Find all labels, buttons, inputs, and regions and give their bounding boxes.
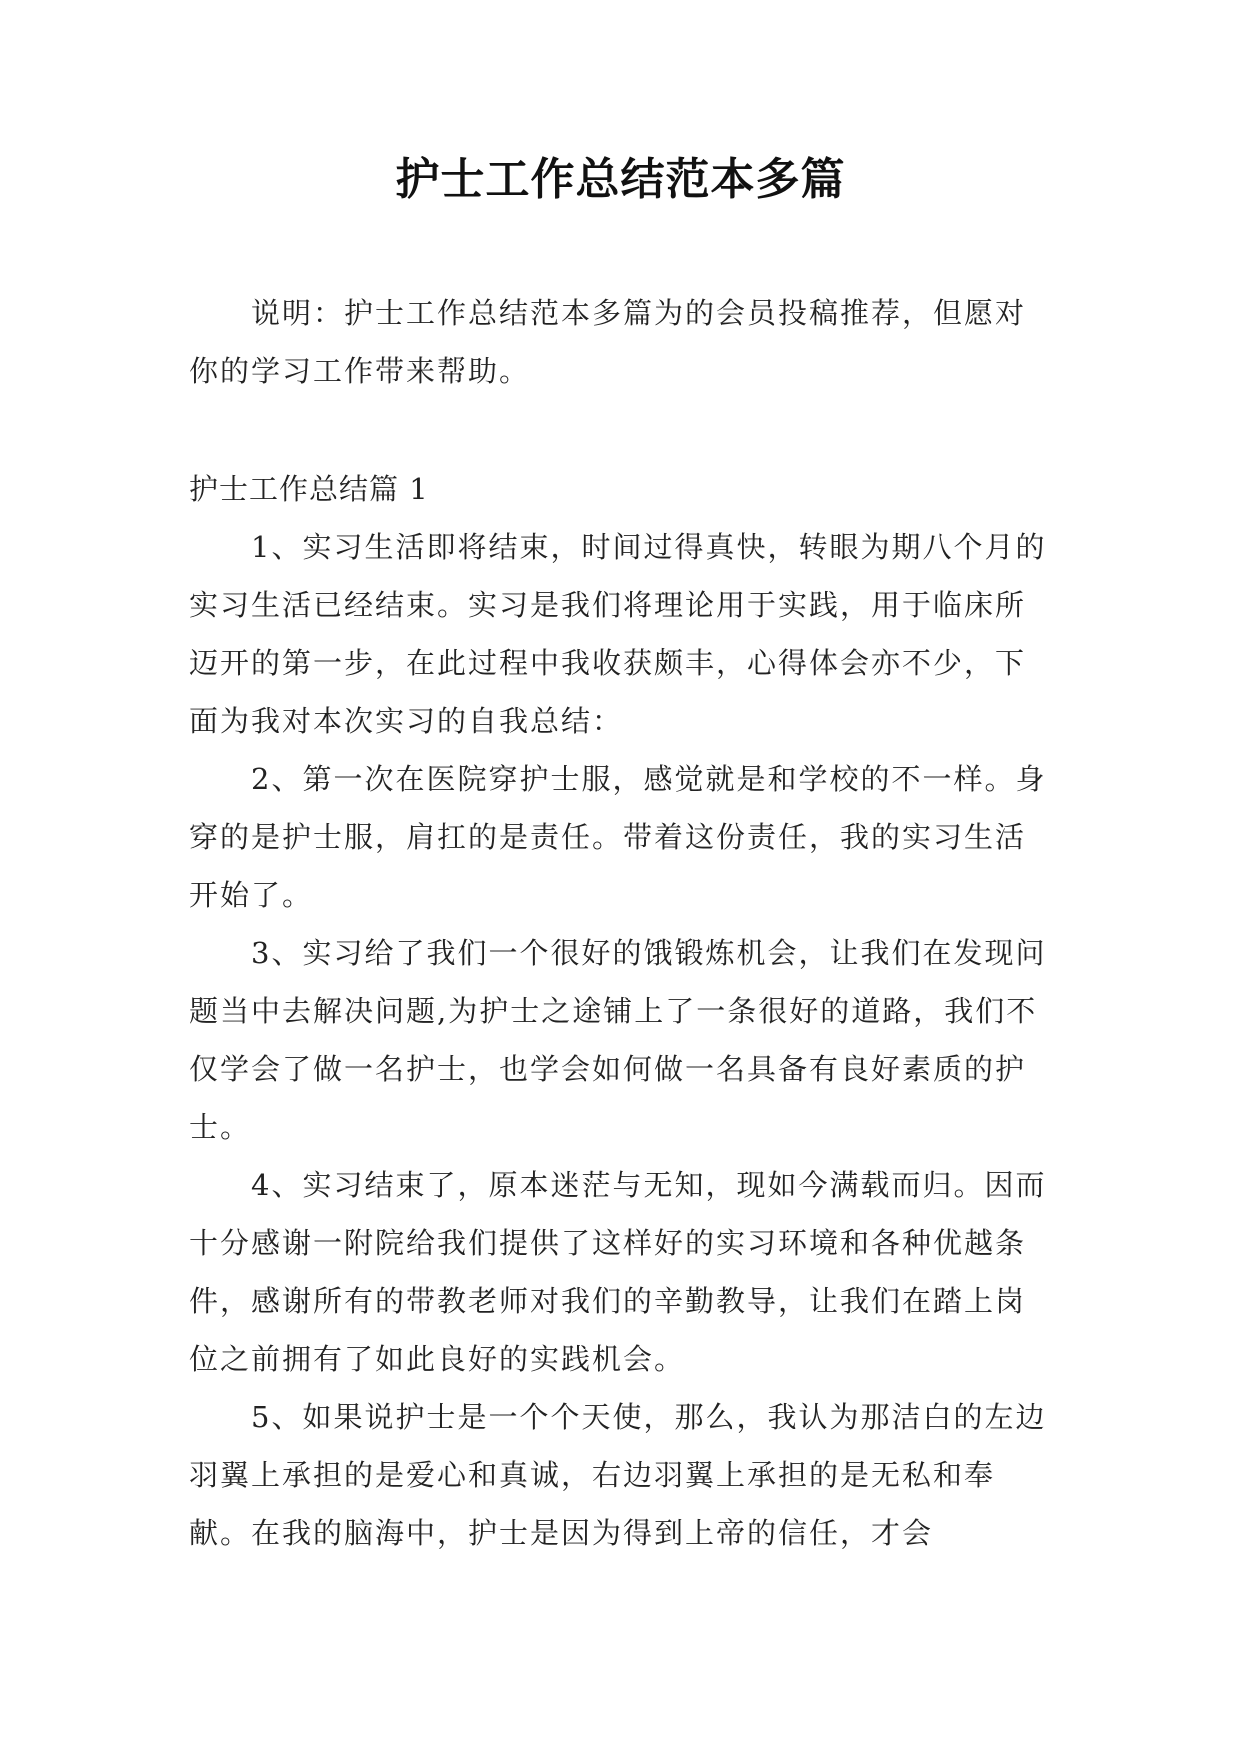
paragraph-5: 5、如果说护士是一个个天使，那么，我认为那洁白的左边羽翼上承担的是爱心和真诚，右边羽翼上承担的是无私和奉献。在我的脑海中，护士是因为得到上帝的信任，才会 [189, 1400, 1047, 1550]
note-paragraph: 说明：护士工作总结范本多篇为的会员投稿推荐，但愿对你的学习工作带来帮助。 [189, 296, 1027, 388]
paragraph-3: 3、实习给了我们一个很好的饿锻炼机会，让我们在发现问题当中去解决问题,为护士之途铺上了一条很好的道路，我们不仅学会了做一名护士，也学会如何做一名具备有良好素质的护士。 [189, 936, 1047, 1144]
document-note [189, 284, 1049, 400]
section-heading: 护士工作总结篇 1 [189, 472, 429, 506]
paragraph-1: 1、实习生活即将结束，时间过得真快，转眼为期八个月的实习生活已经结束。实习是我们将理论用于实践，用于临床所迈开的第一步，在此过程中我收获颇丰，心得体会亦不少，下面为我对本次实习的自我总结： [189, 530, 1047, 738]
paragraph-2: 2、第一次在医院穿护士服，感觉就是和学校的不一样。身穿的是护士服，肩扛的是责任。带着这份责任，我的实习生活开始了。 [189, 762, 1047, 912]
section-body [189, 518, 1049, 1562]
document-title: 护士工作总结范本多篇 [395, 154, 846, 205]
paragraph-4: 4、实习结束了，原本迷茫与无知，现如今满载而归。因而十分感谢一附院给我们提供了这样好的实习环境和各种优越条件，感谢所有的带教老师对我们的辛勤教导，让我们在踏上岗位之前拥有了如此良好的实践机会。 [189, 1168, 1047, 1376]
